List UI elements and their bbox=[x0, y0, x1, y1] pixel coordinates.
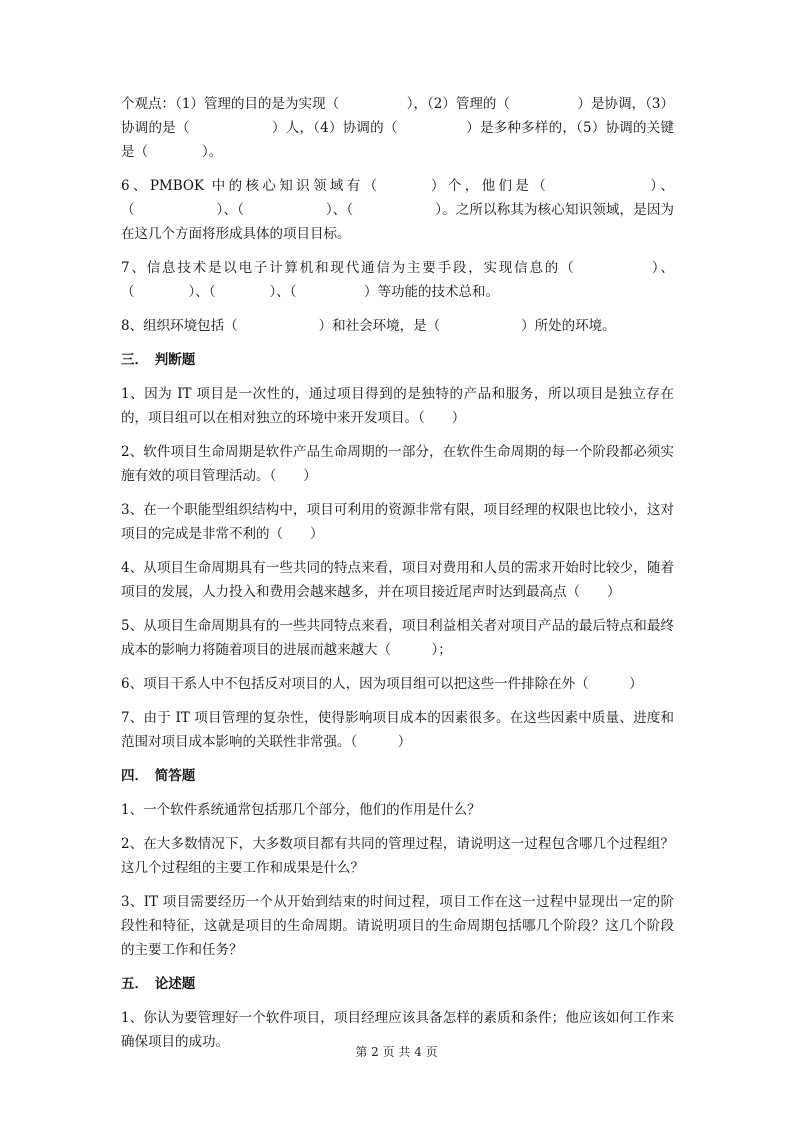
short-answer-item-3: 3、IT 项目需要经历一个从开始到结束的时间过程，项目工作在这一过程中显现出一定的阶段性和特征，这就是项目的生命周期。请说明项目的生命周期包括哪几个阶段？这几个阶段的主要工作和任务？ bbox=[121, 894, 674, 958]
short-answer-item-1: 1、一个软件系统通常包括那几个部分，他们的作用是什么？ bbox=[121, 802, 481, 818]
judgment-item-4: 4、从项目生命周期具有一些共同的特点来看，项目对费用和人员的需求开始时比较少，随着项目的发展，人力投入和费用会越来越多，并在项目接近尾声时达到最高点（ ） bbox=[121, 560, 674, 600]
fill-blank-item-7: 7、信息技术是以电子计算机和现代通信为主要手段，实现信息的（ ）、（ ）、（ ）、（ ）等功能的技术总和。 bbox=[121, 260, 674, 300]
page-content bbox=[121, 92, 674, 1064]
judgment-item-1: 1、因为 IT 项目是一次性的，通过项目得到的是独特的产品和服务，所以项目是独立存在的，项目组可以在相对独立的环境中来开发项目。（ ） bbox=[121, 386, 674, 426]
section-title-short-answer: 四． 简答题 bbox=[121, 768, 196, 784]
fill-blank-item-5-continued: 个观点：（1）管理的目的是为实现（ ），（2）管理的（ ）是协调，（3）协调的是（ ）人，（4）协调的（ ）是多种多样的，（5）协调的关键是（ ）。 bbox=[121, 96, 674, 160]
section-title-judgment: 三． 判断题 bbox=[121, 352, 196, 368]
judgment-item-3: 3、在一个职能型组织结构中，项目可利用的资源非常有限，项目经理的权限也比较小，这对项目的完成是非常不利的（ ） bbox=[121, 502, 674, 542]
short-answer-item-2: 2、在大多数情况下，大多数项目都有共同的管理过程，请说明这一过程包含哪几个过程组？这几个过程组的主要工作和成果是什么？ bbox=[121, 836, 674, 876]
judgment-item-5: 5、从项目生命周期具有的一些共同特点来看，项目利益相关者对项目产品的最后特点和最终成本的影响力将随着项目的进展而越来越大（ ）； bbox=[121, 618, 674, 658]
section-title-essay: 五． 论述题 bbox=[121, 976, 196, 992]
judgment-item-2: 2、软件项目生命周期是软件产品生命周期的一部分，在软件生命周期的每一个阶段都必须实施有效的项目管理活动。（ ） bbox=[121, 444, 674, 484]
page-number-footer: 第 2 页 共 4 页 bbox=[355, 1045, 438, 1059]
fill-blank-item-6: 6、PMBOK 中的核心知识领域有（ ）个，他们是（ ）、（ ）、（ ）、（ ）。之所以称其为核心知识领域，是因为在这几个方面将形成具体的项目目标。 bbox=[121, 178, 674, 242]
judgment-item-6: 6、项目干系人中不包括反对项目的人，因为项目组可以把这些一件排除在外（ ） bbox=[121, 676, 643, 692]
essay-item-1: 1、你认为要管理好一个软件项目，项目经理应该具备怎样的素质和条件；他应该如何工作来确保项目的成功。 bbox=[121, 1010, 674, 1050]
judgment-item-7: 7、由于 IT 项目管理的复杂性，使得影响项目成本的因素很多。在这些因素中质量、进度和范围对项目成本影响的关联性非常强。（ ） bbox=[121, 710, 674, 750]
fill-blank-item-8: 8、组织环境包括（ ）和社会环境，是（ ）所处的环境。 bbox=[121, 318, 616, 334]
